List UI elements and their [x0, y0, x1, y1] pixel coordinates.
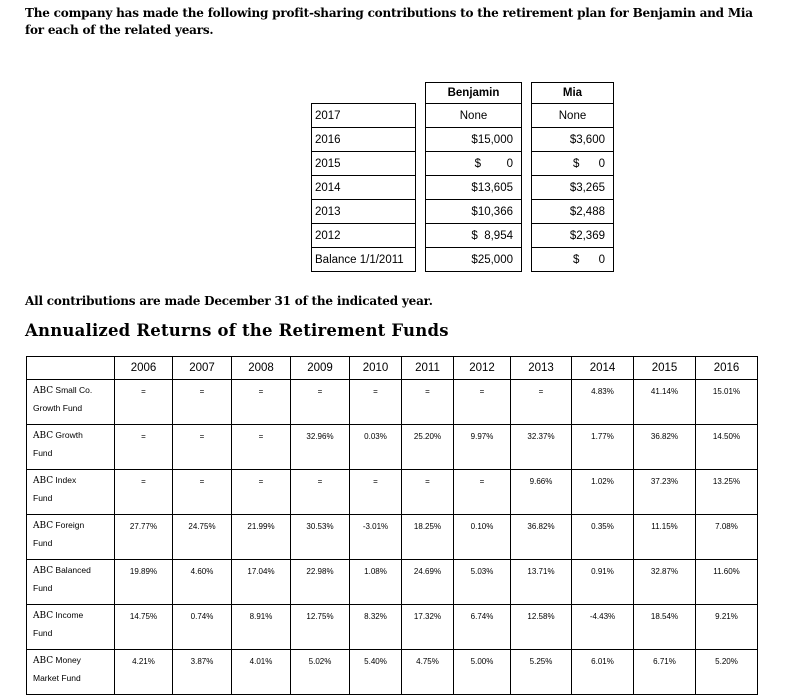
contribution-note: All contributions are made December 31 of the indicated year.: [25, 294, 433, 308]
return-cell: 0.74%: [173, 605, 232, 650]
return-cell: 0.03%: [350, 425, 402, 470]
year-cell: 2012: [312, 224, 416, 248]
return-cell: -4.43%: [572, 605, 634, 650]
spacer-cell: [522, 152, 532, 176]
fund-row: [27, 560, 758, 605]
header-benjamin: Benjamin: [426, 83, 522, 104]
returns-table: [26, 356, 758, 695]
spacer-cell: [522, 128, 532, 152]
fund-name: Foreign: [55, 520, 85, 530]
return-cell: 13.71%: [511, 560, 572, 605]
year-header-2012: 2012: [454, 357, 511, 380]
contribution-row: [312, 152, 614, 176]
benjamin-cell: None: [426, 104, 522, 128]
fund-name-suffix: Market Fund: [33, 673, 81, 683]
fund-prefix: ABC: [33, 386, 54, 396]
return-cell: 11.15%: [634, 515, 696, 560]
return-cell: 4.75%: [402, 650, 454, 695]
benjamin-cell: $13,605: [426, 176, 522, 200]
return-cell: 36.82%: [511, 515, 572, 560]
mia-cell: $ 0: [532, 152, 614, 176]
fund-row: [27, 470, 758, 515]
return-cell: 30.53%: [291, 515, 350, 560]
fund-name-suffix: Fund: [33, 583, 53, 593]
blank-header-cell: [312, 83, 416, 104]
contributions-table: [311, 82, 614, 272]
fund-name-cell: [27, 425, 115, 470]
fund-name-suffix: Fund: [33, 448, 53, 458]
return-cell: 14.75%: [115, 605, 173, 650]
return-cell: =: [173, 380, 232, 425]
return-cell: 6.74%: [454, 605, 511, 650]
return-cell: 27.77%: [115, 515, 173, 560]
return-cell: 24.75%: [173, 515, 232, 560]
fund-name: Index: [55, 475, 77, 485]
fund-prefix: ABC: [33, 566, 54, 576]
year-cell: 2016: [312, 128, 416, 152]
fund-name-suffix: Fund: [33, 493, 53, 503]
return-cell: -3.01%: [350, 515, 402, 560]
return-cell: =: [232, 470, 291, 515]
return-cell: 0.10%: [454, 515, 511, 560]
mia-cell: $2,488: [532, 200, 614, 224]
return-cell: =: [350, 380, 402, 425]
return-cell: 0.35%: [572, 515, 634, 560]
contribution-row: [312, 224, 614, 248]
return-cell: 25.20%: [402, 425, 454, 470]
benjamin-cell: $15,000: [426, 128, 522, 152]
return-cell: 1.77%: [572, 425, 634, 470]
contributions-header-row: [312, 83, 614, 104]
return-cell: 37.23%: [634, 470, 696, 515]
return-cell: 12.75%: [291, 605, 350, 650]
return-cell: =: [115, 425, 173, 470]
fund-header-cell: [27, 357, 115, 380]
contribution-row: [312, 176, 614, 200]
return-cell: 4.21%: [115, 650, 173, 695]
year-cell: 2015: [312, 152, 416, 176]
return-cell: 18.25%: [402, 515, 454, 560]
spacer-cell: [416, 248, 426, 272]
return-cell: 9.21%: [696, 605, 758, 650]
mia-cell: None: [532, 104, 614, 128]
return-cell: 4.01%: [232, 650, 291, 695]
intro-text: The company has made the following profit-sharing contributions to the retirement plan for Benjamin and Mia for each of the related years.: [25, 6, 753, 37]
contribution-row: [312, 200, 614, 224]
return-cell: 8.91%: [232, 605, 291, 650]
return-cell: =: [173, 425, 232, 470]
spacer-cell: [416, 83, 426, 104]
fund-row: [27, 425, 758, 470]
benjamin-cell: $25,000: [426, 248, 522, 272]
return-cell: 5.02%: [291, 650, 350, 695]
mia-cell: $2,369: [532, 224, 614, 248]
return-cell: 22.98%: [291, 560, 350, 605]
year-header-2007: 2007: [173, 357, 232, 380]
spacer-cell: [416, 128, 426, 152]
fund-name: Balanced: [55, 565, 91, 575]
return-cell: 5.20%: [696, 650, 758, 695]
fund-prefix: ABC: [33, 476, 54, 486]
return-cell: =: [454, 380, 511, 425]
fund-name-suffix: Growth Fund: [33, 403, 83, 413]
return-cell: 5.00%: [454, 650, 511, 695]
return-cell: 32.37%: [511, 425, 572, 470]
year-cell: Balance 1/1/2011: [312, 248, 416, 272]
header-mia: Mia: [532, 83, 614, 104]
fund-name-cell: [27, 650, 115, 695]
contribution-row: [312, 128, 614, 152]
fund-name-suffix: Fund: [33, 538, 53, 548]
return-cell: 9.66%: [511, 470, 572, 515]
year-header-2009: 2009: [291, 357, 350, 380]
return-cell: 4.83%: [572, 380, 634, 425]
return-cell: 0.91%: [572, 560, 634, 605]
fund-name: Small Co.: [55, 385, 93, 395]
year-cell: 2017: [312, 104, 416, 128]
fund-name-suffix: Fund: [33, 628, 53, 638]
returns-title: Annualized Returns of the Retirement Funds: [25, 321, 449, 340]
return-cell: 18.54%: [634, 605, 696, 650]
year-header-2011: 2011: [402, 357, 454, 380]
return-cell: 5.25%: [511, 650, 572, 695]
fund-name: Growth: [55, 430, 83, 440]
return-cell: 32.87%: [634, 560, 696, 605]
fund-name: Money: [55, 655, 81, 665]
fund-name-cell: [27, 470, 115, 515]
fund-row: [27, 650, 758, 695]
return-cell: 24.69%: [402, 560, 454, 605]
year-cell: 2013: [312, 200, 416, 224]
spacer-cell: [416, 104, 426, 128]
year-header-2016: 2016: [696, 357, 758, 380]
year-header-2006: 2006: [115, 357, 173, 380]
benjamin-cell: $ 0: [426, 152, 522, 176]
return-cell: 17.04%: [232, 560, 291, 605]
spacer-cell: [416, 152, 426, 176]
return-cell: 36.82%: [634, 425, 696, 470]
mia-cell: $3,600: [532, 128, 614, 152]
fund-prefix: ABC: [33, 611, 54, 621]
fund-name-cell: [27, 605, 115, 650]
return-cell: 13.25%: [696, 470, 758, 515]
year-header-2008: 2008: [232, 357, 291, 380]
spacer-cell: [522, 248, 532, 272]
spacer-cell: [416, 200, 426, 224]
spacer-cell: [416, 224, 426, 248]
return-cell: =: [232, 425, 291, 470]
contribution-row: [312, 104, 614, 128]
fund-name-cell: [27, 560, 115, 605]
mia-cell: $3,265: [532, 176, 614, 200]
return-cell: =: [291, 380, 350, 425]
fund-prefix: ABC: [33, 431, 54, 441]
return-cell: =: [454, 470, 511, 515]
return-cell: =: [173, 470, 232, 515]
spacer-cell: [416, 176, 426, 200]
year-header-2010: 2010: [350, 357, 402, 380]
spacer-cell: [522, 224, 532, 248]
return-cell: 1.08%: [350, 560, 402, 605]
mia-cell: $ 0: [532, 248, 614, 272]
benjamin-cell: $10,366: [426, 200, 522, 224]
return-cell: =: [232, 380, 291, 425]
return-cell: =: [511, 380, 572, 425]
return-cell: 6.71%: [634, 650, 696, 695]
return-cell: 9.97%: [454, 425, 511, 470]
return-cell: 3.87%: [173, 650, 232, 695]
return-cell: =: [115, 470, 173, 515]
spacer-cell: [522, 176, 532, 200]
spacer-cell: [522, 104, 532, 128]
return-cell: 11.60%: [696, 560, 758, 605]
return-cell: 21.99%: [232, 515, 291, 560]
fund-row: [27, 605, 758, 650]
fund-prefix: ABC: [33, 521, 54, 531]
return-cell: 14.50%: [696, 425, 758, 470]
return-cell: 1.02%: [572, 470, 634, 515]
return-cell: 8.32%: [350, 605, 402, 650]
year-header-2014: 2014: [572, 357, 634, 380]
fund-row: [27, 515, 758, 560]
return-cell: 32.96%: [291, 425, 350, 470]
year-header-2013: 2013: [511, 357, 572, 380]
fund-name-cell: [27, 380, 115, 425]
fund-name-cell: [27, 515, 115, 560]
return-cell: =: [350, 470, 402, 515]
returns-header-row: [27, 357, 758, 380]
return-cell: =: [402, 470, 454, 515]
return-cell: 4.60%: [173, 560, 232, 605]
year-header-2015: 2015: [634, 357, 696, 380]
return-cell: 19.89%: [115, 560, 173, 605]
return-cell: =: [115, 380, 173, 425]
return-cell: 5.03%: [454, 560, 511, 605]
contribution-row: [312, 248, 614, 272]
spacer-cell: [522, 200, 532, 224]
return-cell: 15.01%: [696, 380, 758, 425]
return-cell: 5.40%: [350, 650, 402, 695]
fund-prefix: ABC: [33, 656, 54, 666]
return-cell: 41.14%: [634, 380, 696, 425]
return-cell: =: [291, 470, 350, 515]
benjamin-cell: $ 8,954: [426, 224, 522, 248]
return-cell: 6.01%: [572, 650, 634, 695]
year-cell: 2014: [312, 176, 416, 200]
fund-name: Income: [55, 610, 84, 620]
return-cell: 17.32%: [402, 605, 454, 650]
fund-row: [27, 380, 758, 425]
spacer-cell: [522, 83, 532, 104]
return-cell: =: [402, 380, 454, 425]
return-cell: 12.58%: [511, 605, 572, 650]
return-cell: 7.08%: [696, 515, 758, 560]
